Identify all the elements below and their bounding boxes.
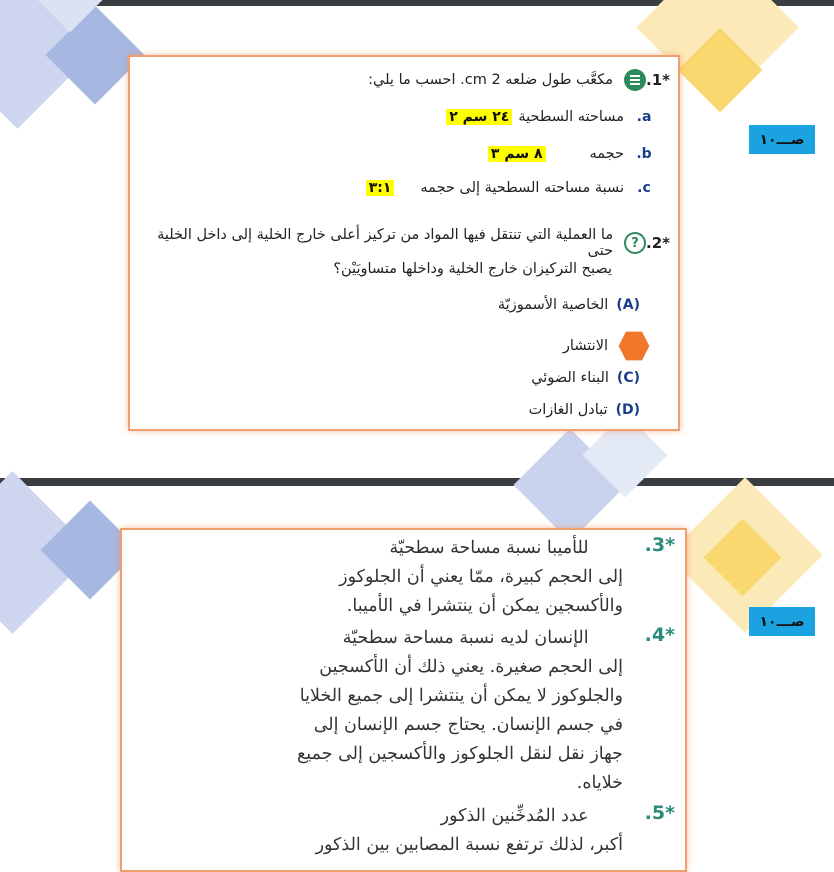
- answer-line: والأكسجين يمكن أن ينتشرا في الأميبا.: [346, 596, 623, 616]
- answer-4: [135, 624, 675, 798]
- part-c: [366, 180, 656, 196]
- option-letter: (A): [616, 297, 640, 313]
- answer-line: والجلوكوز لا يمكن أن ينتشرا إلى جميع الخلايا: [299, 686, 623, 706]
- question-number: *1.: [646, 71, 670, 89]
- part-label: نسبة مساحته السطحية إلى حجمه: [420, 180, 624, 196]
- answer-number: *4.: [644, 624, 675, 646]
- page-number-badge: صـــ١٠: [749, 125, 815, 154]
- question-mark-icon: ?: [624, 232, 646, 254]
- part-a: [446, 109, 656, 125]
- answer-number: *5.: [644, 802, 675, 824]
- answer-highlight: ٣:١: [366, 180, 395, 196]
- question-number: *2.: [646, 234, 670, 252]
- answer-line: الإنسان لديه نسبة مساحة سطحيّة: [342, 628, 589, 648]
- part-b: [488, 146, 656, 162]
- answer-line: في جسم الإنسان. يحتاج جسم الإنسان إلى: [313, 715, 623, 735]
- option-a[interactable]: [498, 297, 640, 313]
- part-letter: c.: [637, 180, 651, 196]
- answer-line: للأميبا نسبة مساحة سطحيّة: [389, 538, 589, 558]
- option-b-selected[interactable]: [563, 331, 650, 361]
- answer-line: عدد المُدخِّنين الذكور: [440, 806, 589, 826]
- option-d[interactable]: [529, 402, 640, 418]
- option-text: تبادل الغازات: [528, 402, 608, 418]
- part-label: حجمه: [589, 146, 624, 162]
- page-number-badge: صـــ١٠: [749, 607, 815, 636]
- answer-3: [135, 534, 675, 621]
- question-text-line-1: ما العملية التي تنتقل فيها المواد من تركيز أعلى خارج الخلية إلى داخل الخلية حتى: [157, 227, 614, 259]
- option-text: الخاصية الأسموزيّة: [497, 297, 609, 313]
- part-letter: b.: [636, 146, 652, 162]
- part-letter: a.: [636, 109, 652, 125]
- question-1: [368, 69, 670, 91]
- option-letter: (C): [616, 370, 640, 386]
- option-text: البناء الضوئي: [531, 370, 609, 386]
- part-label: مساحته السطحية: [518, 109, 624, 125]
- answer-highlight: ٨ سم ٣: [488, 146, 546, 162]
- answer-line: أكبر، لذلك ترتفع نسبة المصابين بين الذكور: [315, 835, 623, 855]
- answer-highlight: ٢٤ سم ٢: [446, 109, 512, 125]
- questions-card-top: [128, 55, 680, 431]
- option-text: الانتشار: [562, 338, 608, 354]
- answers-card-bottom: [120, 528, 687, 872]
- page-divider-bar: [0, 478, 834, 486]
- answer-line: إلى الحجم كبيرة، ممّا يعني أن الجلوكوز: [339, 567, 623, 587]
- option-letter: (D): [615, 402, 640, 418]
- answer-number: *3.: [644, 534, 675, 556]
- answer-5: [135, 802, 675, 860]
- selected-hexagon-icon: [618, 331, 650, 361]
- answer-line: إلى الحجم صغيرة. يعني ذلك أن الأكسجين: [319, 657, 623, 677]
- document-list-icon: [624, 69, 646, 91]
- question-text: مكعَّب طول ضلعه 2 cm. احسب ما يلي:: [368, 72, 613, 88]
- option-c[interactable]: [531, 370, 640, 386]
- question-text-line-2: يصبح التركيزان خارج الخلية وداخلها متساويَيْن؟: [333, 261, 612, 277]
- question-2: [130, 227, 670, 259]
- answer-line: جهاز نقل لنقل الجلوكوز والأكسجين إلى جميع: [296, 744, 623, 764]
- answer-line: خلاياه.: [576, 773, 623, 793]
